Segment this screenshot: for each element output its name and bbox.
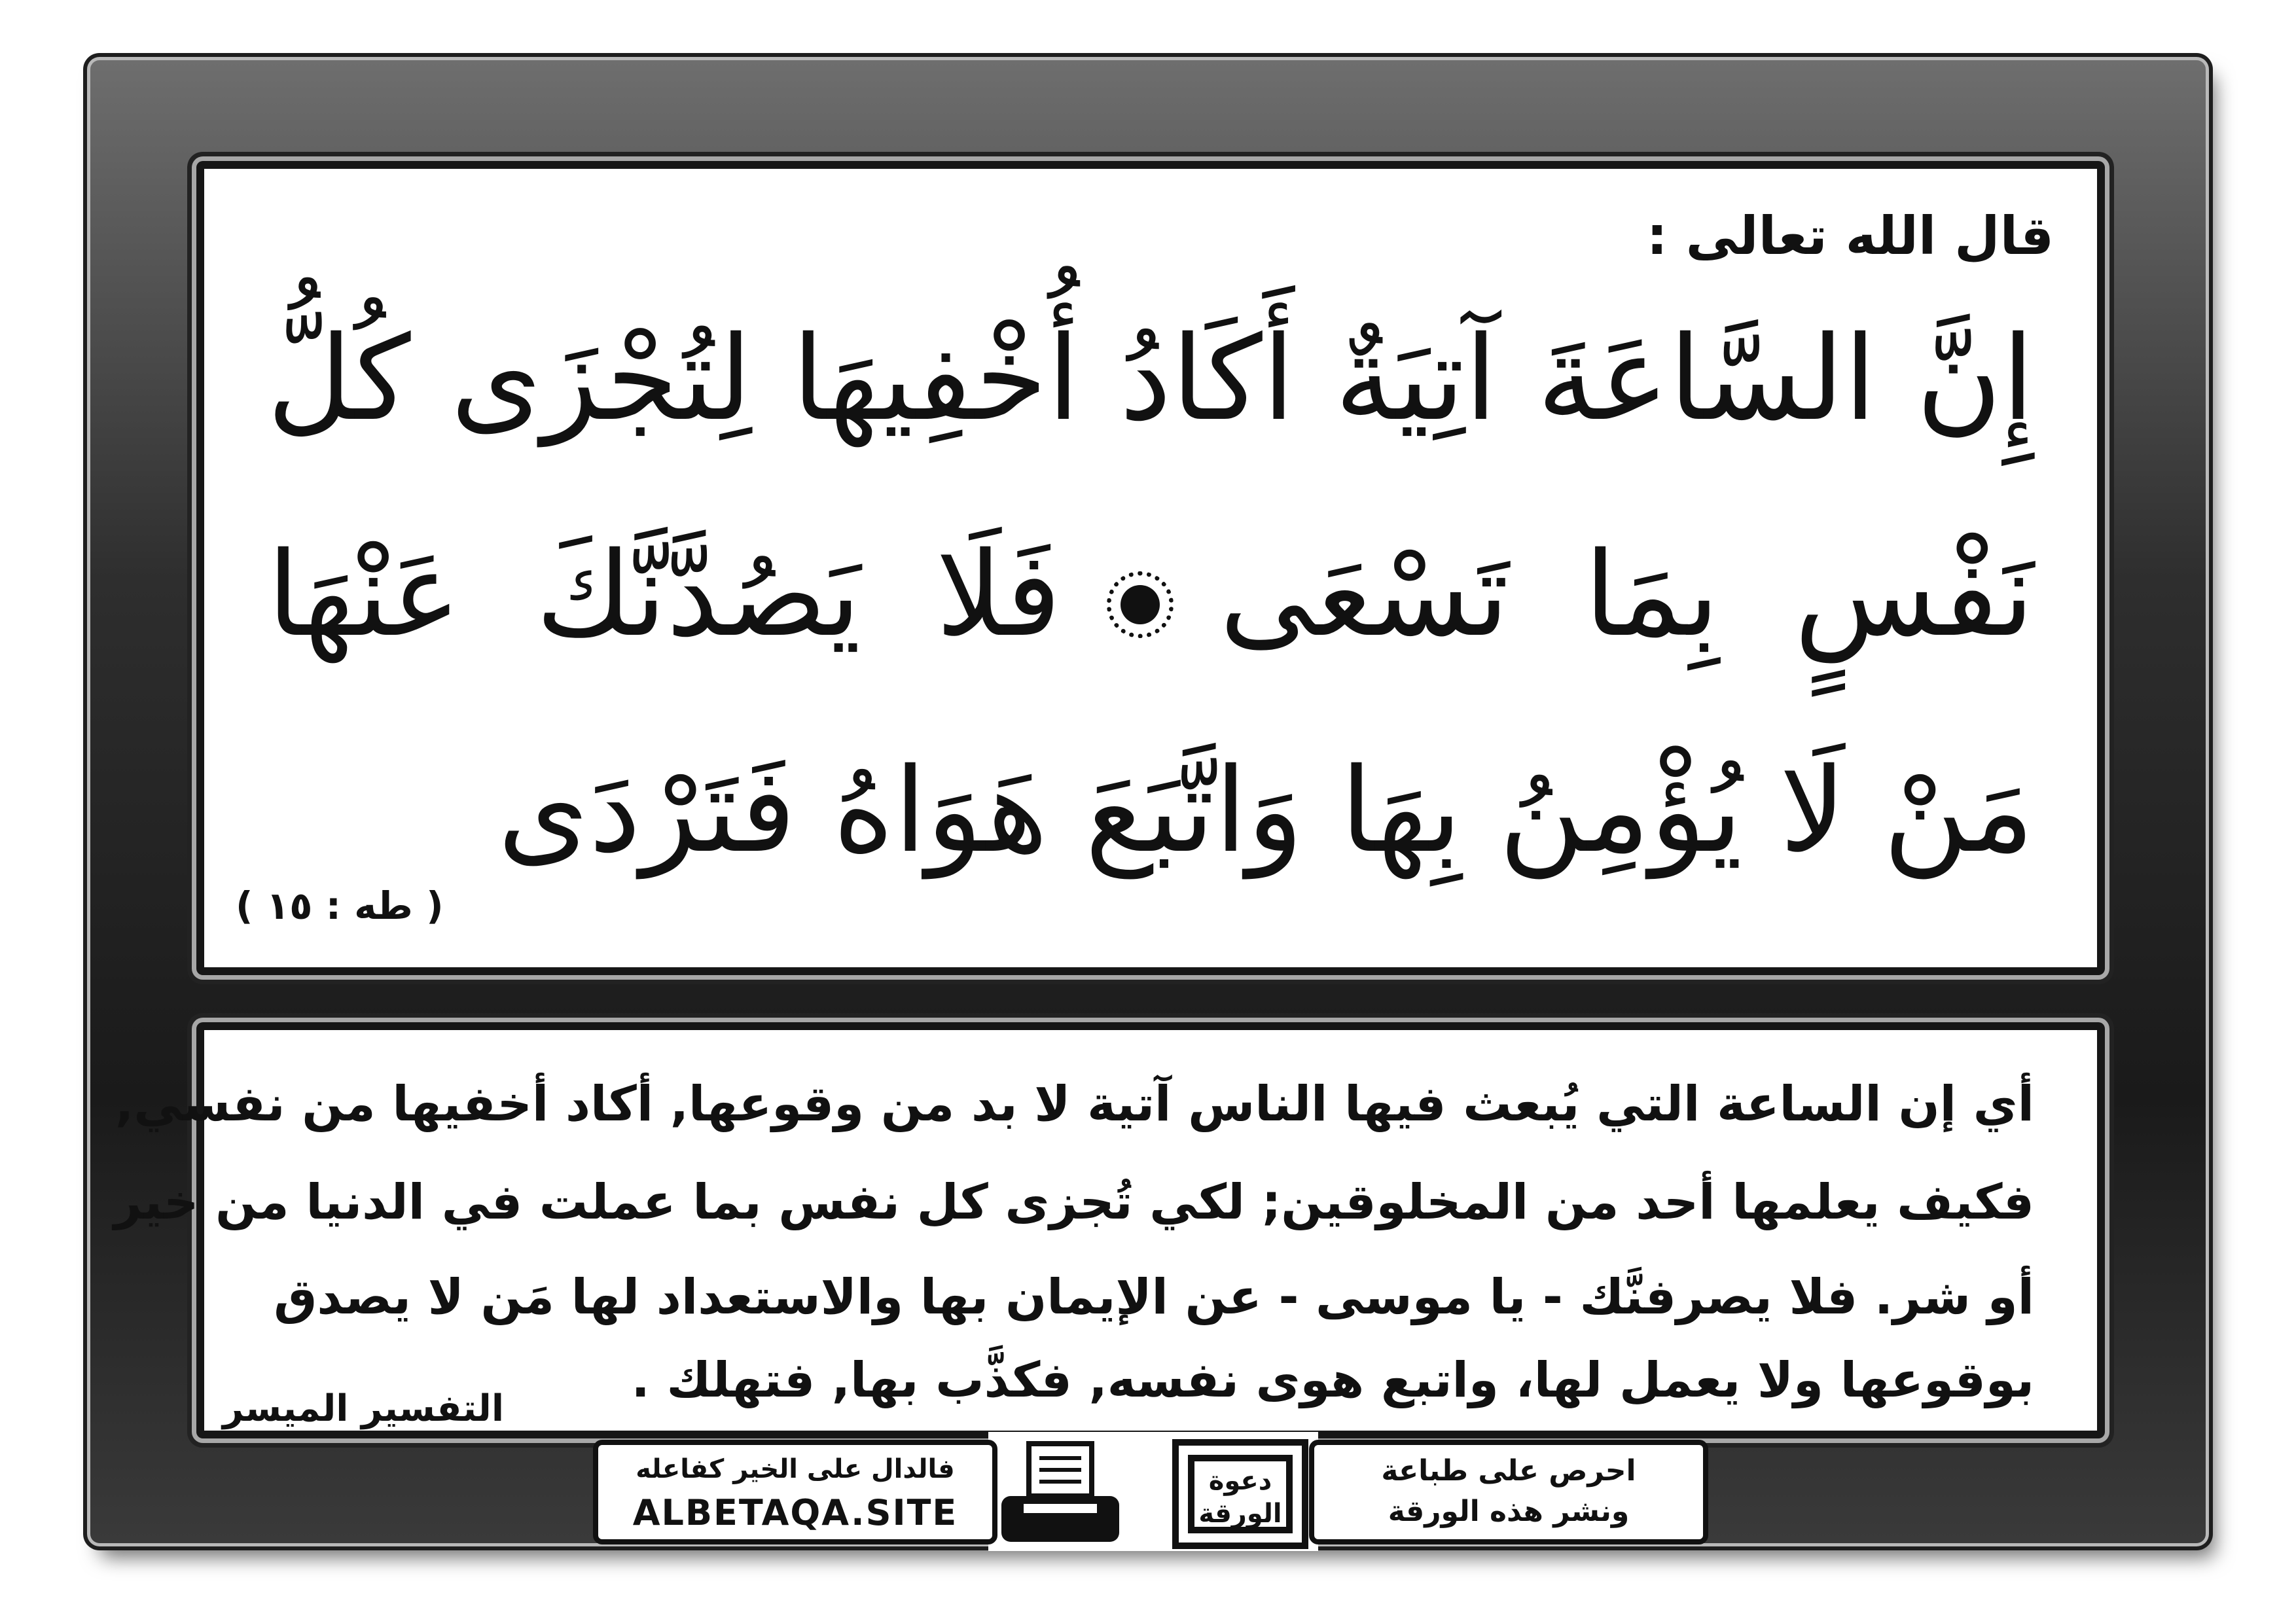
verse-reference: ( طه : ١٥ ) (236, 883, 444, 928)
footer-print-line-1: احرص على طباعة (1381, 1454, 1636, 1488)
verse-line-2-part-b: فَلَا يَصُدَّنَّكَ عَنْهَا (267, 527, 1062, 662)
verse-line-3: مَنْ لَا يُؤْمِنُ بِهَا وَاتَّبَعَ هَوَاهُ فَتَرْدَى (497, 743, 2034, 878)
footer-slogan: فالدال على الخير كفاعله (636, 1454, 955, 1484)
footer-print-box (1309, 1440, 1708, 1544)
tafsir-line-3: أو شر. فلا يصرفنَّك - يا موسى - عن الإيمان بها والاستعداد لها مَن لا يصدق (274, 1269, 2034, 1325)
footer-print-line-2: ونشر هذه الورقة (1388, 1495, 1630, 1528)
verse-line-2 (267, 527, 2034, 662)
heading: قال الله تعالى : (1646, 205, 2054, 266)
verse-end-marker-icon (1107, 571, 1174, 638)
printer-icon (995, 1438, 1126, 1550)
verse-line-1: إِنَّ السَّاعَةَ آتِيَةٌ أَكَادُ أُخْفِيهَا لِتُجْزَى كُلُّ (267, 311, 2034, 446)
footer-site-box (593, 1440, 997, 1544)
logo-text-bottom: الورقة (1198, 1499, 1282, 1529)
verse-line-2-part-a: نَفْسٍ بِمَا تَسْعَى (1219, 527, 2034, 662)
footer-site-link[interactable]: ALBETAQA.SITE (632, 1492, 958, 1533)
dawah-logo-icon (1172, 1438, 1309, 1550)
tafsir-line-4: بوقوعها ولا يعمل لها، واتبع هوى نفسه, فكذَّب بها, فتهلك . (631, 1352, 2034, 1408)
logo-text-top: دعوة (1208, 1466, 1272, 1496)
tafsir-line-1: أي إن الساعة التي يُبعث فيها الناس آتية لا بد من وقوعها, أكاد أخفيها من نفسي, (115, 1076, 2034, 1132)
tafsir-source: التفسير الميسر (223, 1387, 505, 1430)
tafsir-line-2: فكيف يعلمها أحد من المخلوقين; لكي تُجزى كل نفس بما عملت في الدنيا من خير (113, 1174, 2034, 1230)
